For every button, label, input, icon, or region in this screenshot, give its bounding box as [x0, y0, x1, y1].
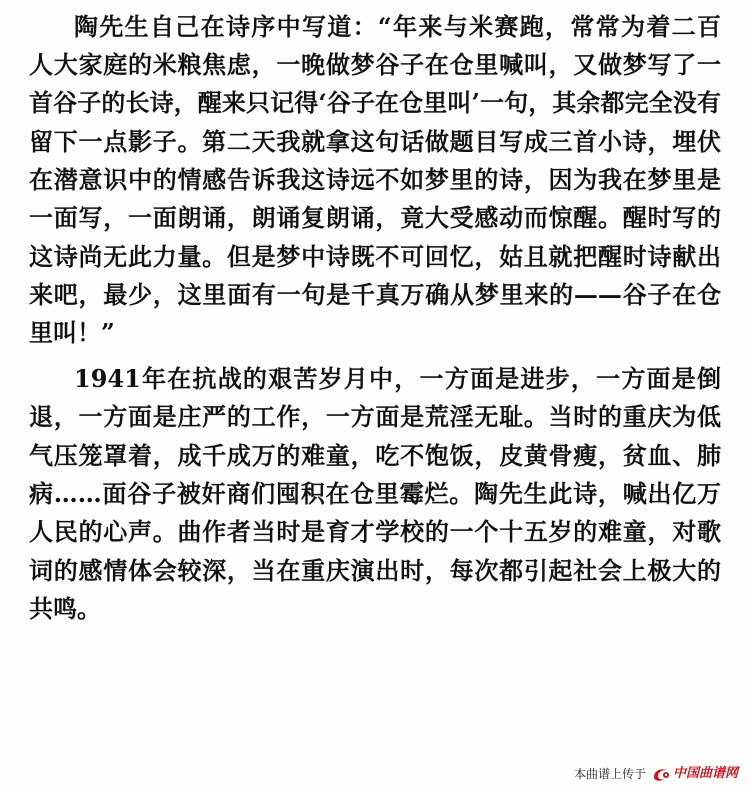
paragraph-1-line-3: 首谷子的长诗，醒来只记得‘谷子在仓里叫’一句，其余都完全没有 [29, 88, 721, 117]
paragraph-1-line-7: 这诗尚无此力量。但是梦中诗既不可回忆，姑且就把醒时诗献出 [29, 242, 721, 271]
paragraph-1-line-1: 陶先生自己在诗序中写道：“年来与米赛跑，常常为着二百 [74, 12, 721, 41]
paragraph-1-line-8: 来吧，最少，这里面有一句是千真万确从梦里来的——谷子在仓 [29, 280, 721, 309]
paragraph-2-line-6: 词的感情体会较深，当在重庆演出时，每次都引起社会上极大的 [29, 556, 721, 585]
paragraph-2-line-4: 病……面谷子被奸商们囤积在仓里霉烂。陶先生此诗，喊出亿万 [29, 479, 721, 508]
site-logo-icon [652, 766, 670, 782]
site-name: 中国曲谱网 [672, 766, 738, 781]
paragraph-1-line-5: 在潜意识中的情感告诉我这诗远不如梦里的诗，因为我在梦里是 [29, 165, 721, 194]
site-link[interactable] [652, 764, 738, 784]
upload-note: 本曲谱上传于 [573, 767, 646, 781]
paragraph-2-line-5: 人民的心声。曲作者当时是育才学校的一个十五岁的难童，对歌 [29, 517, 721, 546]
paragraph-2-line-1: 1941年在抗战的艰苦岁月中，一方面是进步，一方面是倒 [74, 364, 721, 393]
paragraph-2-line-2: 退，一方面是庄严的工作，一方面是荒淫无耻。当时的重庆为低 [29, 402, 721, 431]
paragraph-2-line-7: 共鸣。 [29, 594, 101, 623]
paragraph-1-line-9: 里叫！” [29, 318, 115, 347]
paragraph-1-line-4: 留下一点影子。第二天我就拿这句话做题目写成三首小诗，埋伏 [29, 127, 721, 156]
paragraph-1-line-2: 人大家庭的米粮焦虑，一晚做梦谷子在仓里喊叫，又做梦写了一 [29, 50, 721, 79]
paragraph-1-line-6: 一面写，一面朗诵，朗诵复朗诵，竟大受感动而惊醒。醒时写的 [29, 203, 721, 232]
paragraph-2-line-3: 气压笼罩着，成千成万的难童，吃不饱饭，皮黄骨瘦，贫血、肺 [29, 441, 721, 470]
site-logo-svg [652, 766, 670, 782]
upload-footer [574, 764, 738, 784]
